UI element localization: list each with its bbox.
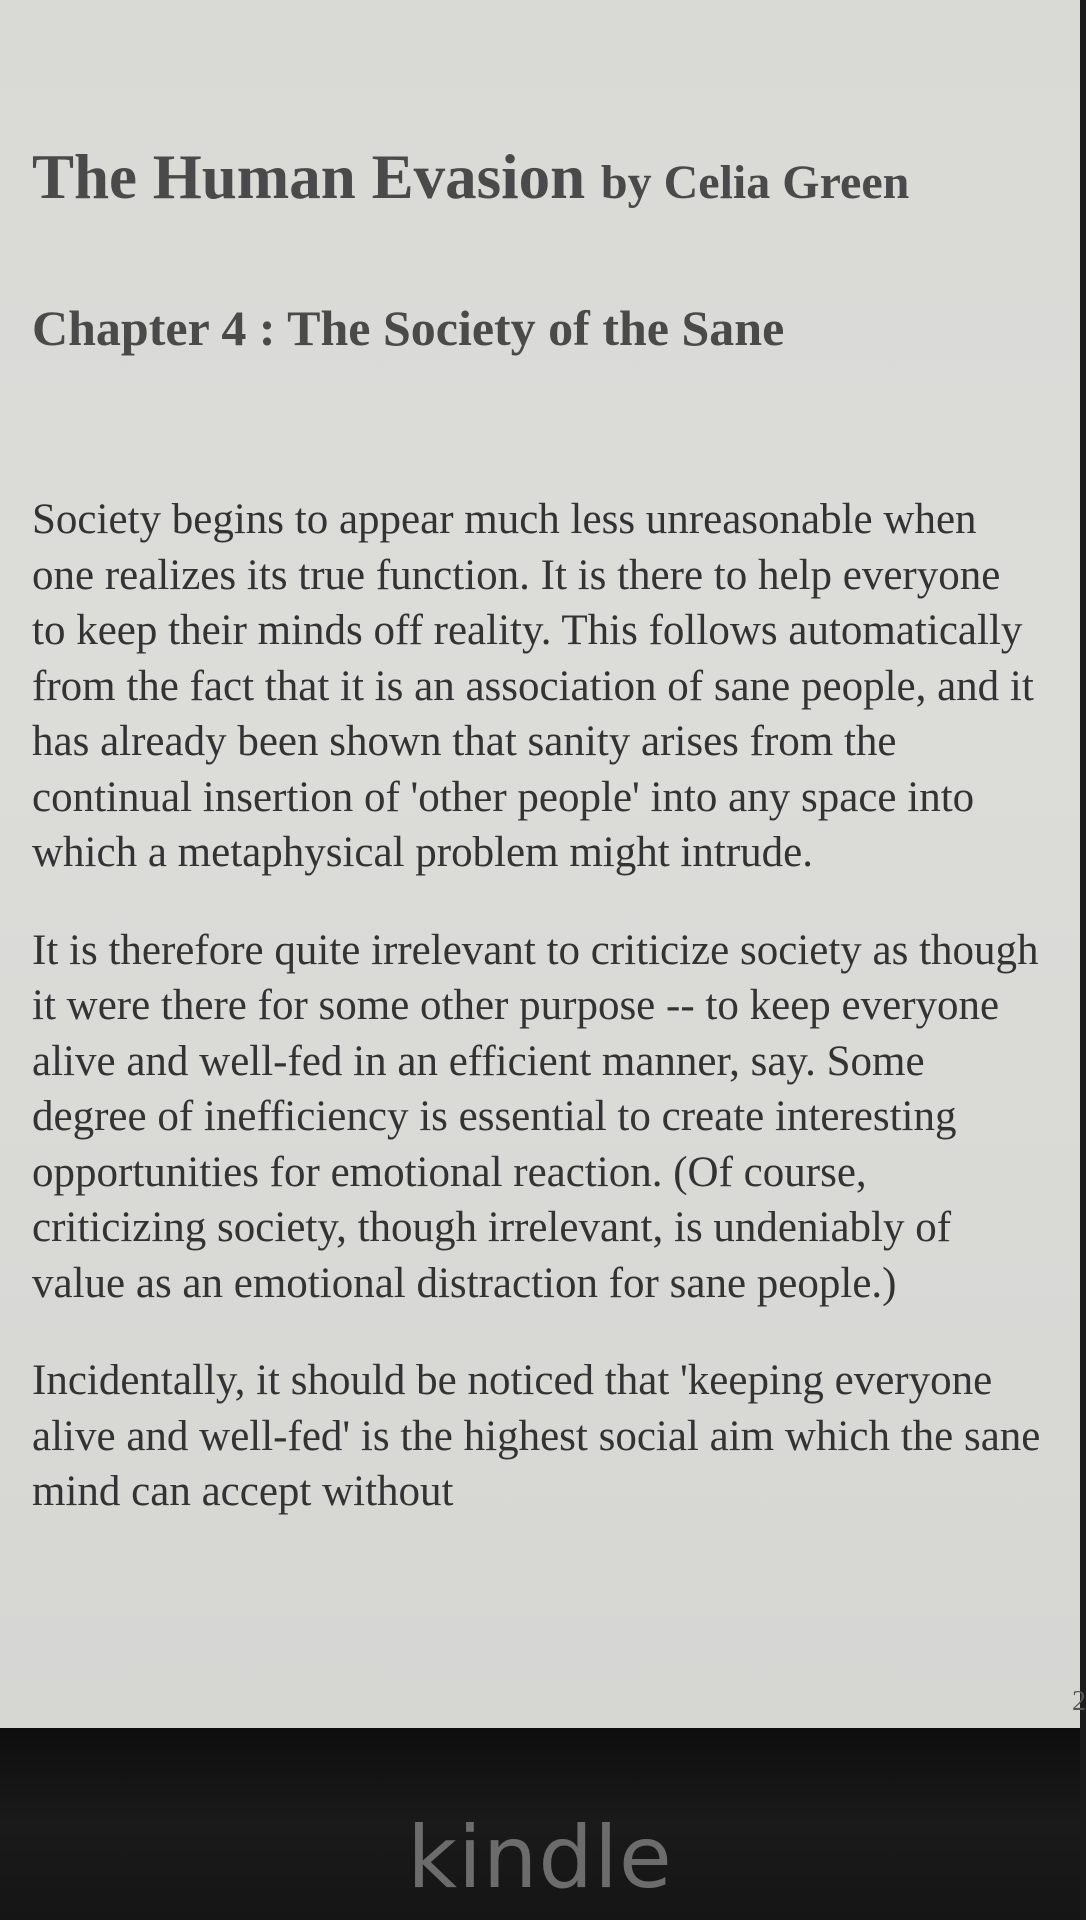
book-title: The Human Evasion [32, 142, 586, 212]
page-number-fragment: 2 [1072, 1686, 1086, 1717]
book-byline: by Celia Green [600, 156, 910, 209]
chapter-title: Chapter 4 : The Society of the Sane [32, 300, 785, 356]
book-title-heading [32, 140, 1042, 220]
paragraph-1: Society begins to appear much less unreasonable when one realizes its true function. It is there to help everyone to keep their minds off reality. This follows automatically from the fact that it is an association of sane people, and it has already been shown that sanity arises from the continual insertion of 'other people' into any space into which a metaphysical problem might intrude. [32, 496, 1034, 876]
page-content [32, 140, 1042, 1520]
paragraph-3: Incidentally, it should be noticed that 'keeping everyone alive and well-fed' is the highest social aim which the sane mind can accept without [32, 1357, 1041, 1515]
kindle-logo: kindle [407, 1808, 673, 1908]
paragraph-2: It is therefore quite irrelevant to criticize society as though it were there for some other purpose -- to keep everyone alive and well-fed in an efficient manner, say. Some degree of inefficiency is essential to create interesting opportunities for emotional reaction. (Of course, criticizing society, though irrelevant, is undeniably of value as an emotional distraction for sane people.) [32, 926, 1039, 1307]
